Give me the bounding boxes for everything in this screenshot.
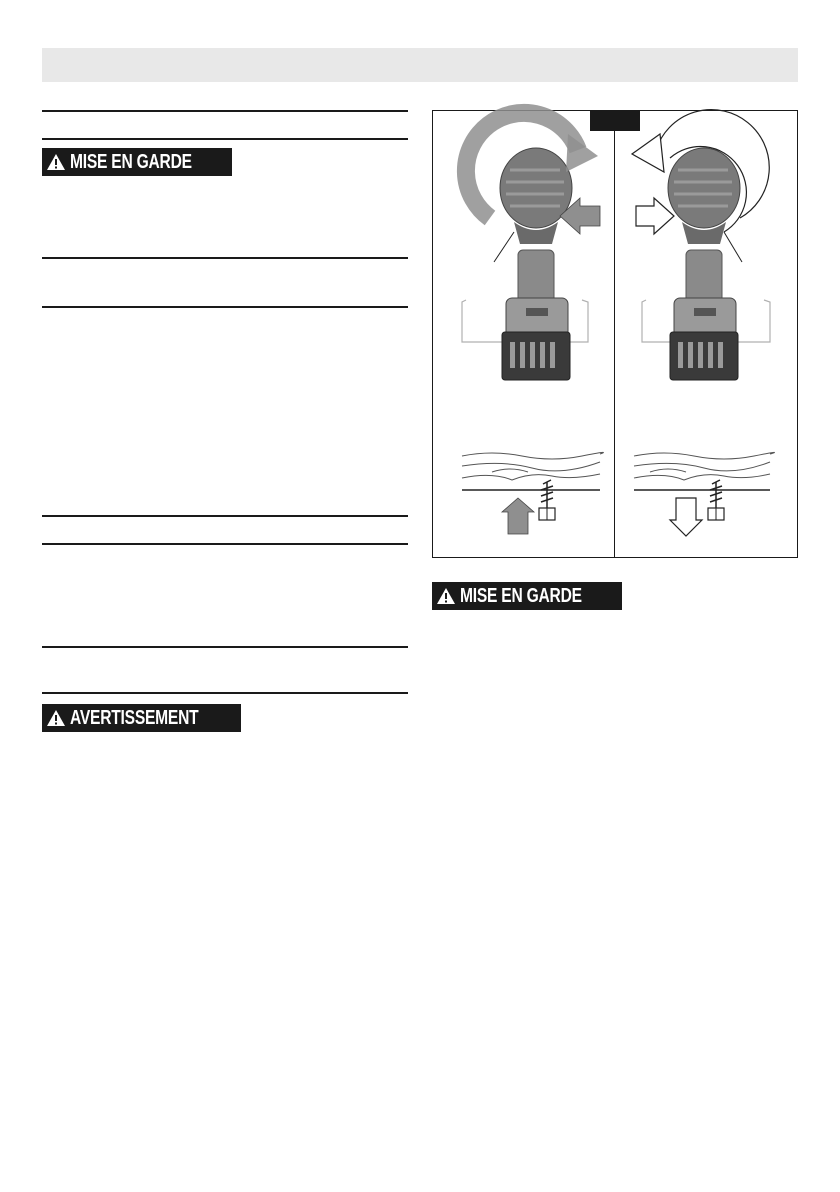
screw-icon: [539, 480, 555, 520]
tool-illustration-left: [432, 110, 614, 556]
section-rule: [42, 646, 408, 648]
arrow-down-icon: [670, 498, 702, 536]
screw-icon: [708, 480, 724, 520]
warning-triangle-icon: [436, 587, 456, 605]
warning-badge: [42, 704, 241, 732]
caution-label: MISE EN GARDE: [460, 584, 582, 607]
arrow-up-icon: [502, 498, 534, 534]
warning-triangle-icon: [46, 709, 66, 727]
section-rule: [42, 692, 408, 694]
section-rule: [42, 543, 408, 545]
caution-label: MISE EN GARDE: [70, 150, 192, 173]
section-rule: [42, 257, 408, 259]
section-rule: [42, 110, 408, 112]
section-rule: [42, 138, 408, 140]
warning-triangle-icon: [46, 153, 66, 171]
warning-label: AVERTISSEMENT: [70, 706, 199, 729]
caution-badge-right: [432, 582, 622, 610]
header-bar: [42, 48, 798, 82]
caution-badge: [42, 148, 232, 176]
tool-illustration-right: [614, 110, 798, 556]
rotation-arrow-icon: [636, 198, 674, 234]
section-rule: [42, 515, 408, 517]
section-rule: [42, 306, 408, 308]
